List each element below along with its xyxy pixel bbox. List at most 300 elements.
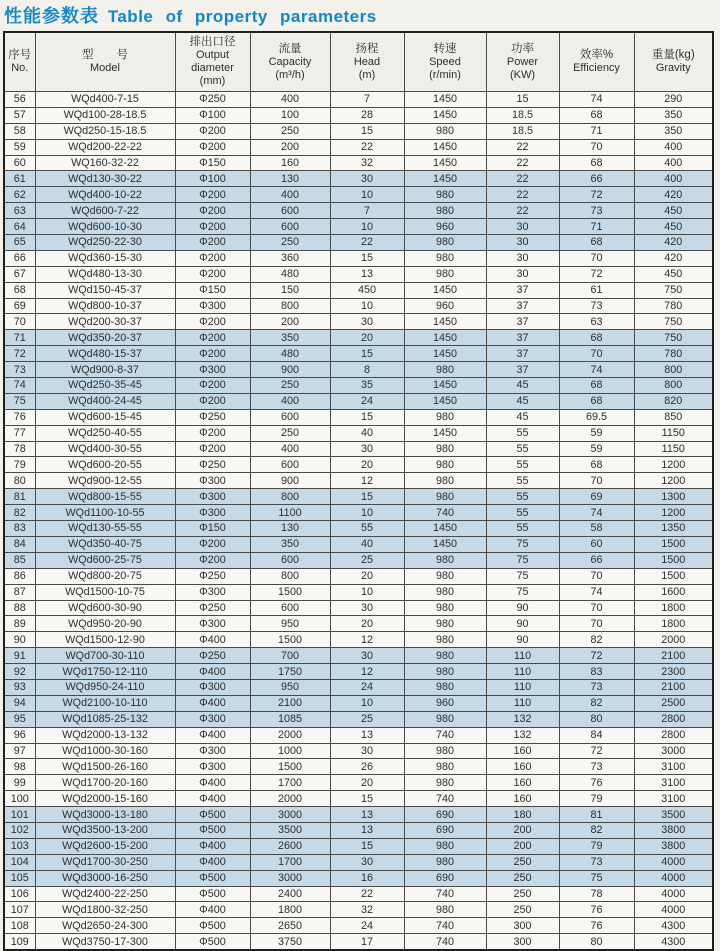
cell-diameter: Φ200 [175, 187, 250, 203]
cell-power: 45 [486, 378, 559, 394]
cell-speed: 980 [404, 568, 486, 584]
cell-model: WQd130-55-55 [35, 521, 175, 537]
column-header-en: No. [11, 62, 29, 74]
column-header-unit: (m³/h) [275, 68, 305, 81]
cell-diameter: Φ500 [175, 934, 250, 950]
cell-head: 10 [330, 219, 404, 235]
cell-gravity: 3800 [634, 838, 713, 854]
cell-diameter: Φ200 [175, 314, 250, 330]
cell-efficiency: 70 [559, 346, 634, 362]
cell-speed: 1450 [404, 282, 486, 298]
cell-model: WQd600-25-75 [35, 552, 175, 568]
cell-diameter: Φ200 [175, 139, 250, 155]
cell-no: 61 [4, 171, 35, 187]
cell-power: 30 [486, 250, 559, 266]
cell-gravity: 750 [634, 282, 713, 298]
column-header-efficiency [559, 32, 634, 92]
cell-power: 90 [486, 600, 559, 616]
table-row [4, 870, 713, 886]
cell-diameter: Φ300 [175, 473, 250, 489]
cell-gravity: 1150 [634, 441, 713, 457]
cell-efficiency: 59 [559, 441, 634, 457]
cell-model: WQd600-10-30 [35, 219, 175, 235]
table-row [4, 92, 713, 108]
cell-diameter: Φ200 [175, 552, 250, 568]
cell-efficiency: 58 [559, 521, 634, 537]
cell-model: WQd100-28-18.5 [35, 107, 175, 123]
cell-diameter: Φ200 [175, 393, 250, 409]
cell-efficiency: 82 [559, 695, 634, 711]
cell-efficiency: 82 [559, 822, 634, 838]
cell-diameter: Φ300 [175, 298, 250, 314]
cell-speed: 1450 [404, 155, 486, 171]
cell-diameter: Φ200 [175, 250, 250, 266]
column-header-diameter [175, 32, 250, 92]
cell-gravity: 4000 [634, 870, 713, 886]
cell-head: 22 [330, 139, 404, 155]
cell-power: 22 [486, 187, 559, 203]
cell-head: 24 [330, 918, 404, 934]
cell-gravity: 3100 [634, 791, 713, 807]
cell-model: WQd950-24-110 [35, 679, 175, 695]
cell-efficiency: 79 [559, 791, 634, 807]
cell-power: 30 [486, 266, 559, 282]
cell-capacity: 1750 [250, 664, 330, 680]
table-row [4, 918, 713, 934]
cell-gravity: 3100 [634, 775, 713, 791]
cell-power: 75 [486, 552, 559, 568]
cell-model: WQd600-30-90 [35, 600, 175, 616]
cell-no: 75 [4, 393, 35, 409]
cell-speed: 980 [404, 362, 486, 378]
cell-capacity: 250 [250, 378, 330, 394]
cell-model: WQd800-10-37 [35, 298, 175, 314]
cell-no: 64 [4, 219, 35, 235]
cell-diameter: Φ400 [175, 902, 250, 918]
cell-speed: 1450 [404, 521, 486, 537]
cell-speed: 960 [404, 219, 486, 235]
cell-efficiency: 76 [559, 775, 634, 791]
cell-diameter: Φ200 [175, 266, 250, 282]
cell-power: 22 [486, 139, 559, 155]
table-row [4, 505, 713, 521]
table-row [4, 362, 713, 378]
cell-head: 12 [330, 632, 404, 648]
cell-power: 160 [486, 791, 559, 807]
cell-efficiency: 74 [559, 505, 634, 521]
cell-no: 92 [4, 664, 35, 680]
cell-gravity: 350 [634, 123, 713, 139]
cell-speed: 980 [404, 648, 486, 664]
cell-gravity: 1800 [634, 600, 713, 616]
cell-capacity: 1100 [250, 505, 330, 521]
column-header-cn: 扬程 [355, 42, 379, 55]
cell-head: 17 [330, 934, 404, 950]
cell-gravity: 1350 [634, 521, 713, 537]
column-header-cn: 效率% [579, 49, 614, 61]
cell-model: WQd400-10-22 [35, 187, 175, 203]
cell-no: 77 [4, 425, 35, 441]
cell-gravity: 4000 [634, 886, 713, 902]
cell-efficiency: 68 [559, 155, 634, 171]
table-row [4, 330, 713, 346]
table-row [4, 298, 713, 314]
cell-power: 200 [486, 822, 559, 838]
cell-no: 101 [4, 807, 35, 823]
cell-model: WQd250-15-18.5 [35, 123, 175, 139]
cell-head: 8 [330, 362, 404, 378]
cell-capacity: 400 [250, 92, 330, 108]
cell-model: WQd350-20-37 [35, 330, 175, 346]
cell-gravity: 450 [634, 266, 713, 282]
cell-no: 83 [4, 521, 35, 537]
cell-speed: 980 [404, 409, 486, 425]
cell-head: 32 [330, 902, 404, 918]
cell-diameter: Φ100 [175, 107, 250, 123]
cell-diameter: Φ100 [175, 171, 250, 187]
cell-head: 13 [330, 727, 404, 743]
cell-gravity: 2800 [634, 727, 713, 743]
cell-capacity: 600 [250, 600, 330, 616]
cell-no: 69 [4, 298, 35, 314]
cell-head: 30 [330, 854, 404, 870]
column-header-cn: 重量(kg) [651, 49, 695, 61]
cell-gravity: 780 [634, 298, 713, 314]
cell-power: 45 [486, 393, 559, 409]
cell-efficiency: 75 [559, 870, 634, 886]
cell-efficiency: 80 [559, 711, 634, 727]
cell-speed: 1450 [404, 378, 486, 394]
cell-power: 55 [486, 473, 559, 489]
cell-gravity: 1500 [634, 568, 713, 584]
cell-speed: 1450 [404, 314, 486, 330]
cell-efficiency: 76 [559, 918, 634, 934]
cell-power: 55 [486, 425, 559, 441]
cell-no: 59 [4, 139, 35, 155]
cell-no: 81 [4, 489, 35, 505]
cell-no: 108 [4, 918, 35, 934]
cell-head: 32 [330, 155, 404, 171]
table-row [4, 266, 713, 282]
cell-no: 90 [4, 632, 35, 648]
property-parameters-table [3, 31, 714, 951]
cell-power: 250 [486, 870, 559, 886]
cell-efficiency: 72 [559, 743, 634, 759]
cell-no: 99 [4, 775, 35, 791]
cell-gravity: 420 [634, 235, 713, 251]
table-row [4, 648, 713, 664]
cell-no: 66 [4, 250, 35, 266]
cell-head: 10 [330, 505, 404, 521]
cell-speed: 740 [404, 918, 486, 934]
cell-power: 37 [486, 314, 559, 330]
table-row [4, 600, 713, 616]
cell-gravity: 350 [634, 107, 713, 123]
cell-head: 30 [330, 743, 404, 759]
cell-gravity: 1800 [634, 616, 713, 632]
cell-diameter: Φ400 [175, 775, 250, 791]
cell-no: 105 [4, 870, 35, 886]
cell-efficiency: 69.5 [559, 409, 634, 425]
table-row [4, 552, 713, 568]
cell-speed: 740 [404, 505, 486, 521]
cell-speed: 980 [404, 775, 486, 791]
table-row [4, 584, 713, 600]
cell-model: WQd2000-15-160 [35, 791, 175, 807]
cell-diameter: Φ200 [175, 378, 250, 394]
cell-capacity: 400 [250, 393, 330, 409]
cell-model: WQd350-40-75 [35, 536, 175, 552]
table-row [4, 616, 713, 632]
cell-efficiency: 81 [559, 807, 634, 823]
cell-efficiency: 73 [559, 759, 634, 775]
cell-diameter: Φ200 [175, 123, 250, 139]
cell-capacity: 1700 [250, 854, 330, 870]
cell-power: 55 [486, 521, 559, 537]
cell-diameter: Φ200 [175, 441, 250, 457]
cell-diameter: Φ250 [175, 457, 250, 473]
cell-head: 24 [330, 679, 404, 695]
cell-model: WQd800-20-75 [35, 568, 175, 584]
cell-capacity: 3000 [250, 870, 330, 886]
column-header-en: Model [90, 62, 120, 74]
cell-model: WQd1500-26-160 [35, 759, 175, 775]
table-row [4, 425, 713, 441]
cell-head: 40 [330, 536, 404, 552]
table-head-row [4, 32, 713, 92]
cell-diameter: Φ250 [175, 568, 250, 584]
cell-efficiency: 74 [559, 584, 634, 600]
cell-diameter: Φ150 [175, 521, 250, 537]
table-row [4, 695, 713, 711]
cell-power: 18.5 [486, 123, 559, 139]
cell-gravity: 400 [634, 155, 713, 171]
cell-gravity: 2000 [634, 632, 713, 648]
cell-capacity: 400 [250, 187, 330, 203]
cell-speed: 1450 [404, 536, 486, 552]
cell-capacity: 100 [250, 107, 330, 123]
cell-model: WQd1100-10-55 [35, 505, 175, 521]
cell-efficiency: 76 [559, 902, 634, 918]
cell-capacity: 900 [250, 473, 330, 489]
cell-speed: 1450 [404, 92, 486, 108]
cell-no: 103 [4, 838, 35, 854]
table-row [4, 902, 713, 918]
cell-power: 22 [486, 203, 559, 219]
cell-gravity: 1500 [634, 552, 713, 568]
cell-speed: 980 [404, 250, 486, 266]
table-row [4, 664, 713, 680]
table-row [4, 187, 713, 203]
cell-efficiency: 70 [559, 568, 634, 584]
cell-gravity: 420 [634, 250, 713, 266]
cell-model: WQd3000-16-250 [35, 870, 175, 886]
column-header-en: Efficiency [573, 62, 620, 74]
cell-capacity: 350 [250, 330, 330, 346]
cell-diameter: Φ300 [175, 505, 250, 521]
cell-model: WQd200-22-22 [35, 139, 175, 155]
cell-gravity: 800 [634, 378, 713, 394]
cell-model: WQd2100-10-110 [35, 695, 175, 711]
cell-gravity: 1150 [634, 425, 713, 441]
cell-head: 13 [330, 822, 404, 838]
cell-speed: 740 [404, 791, 486, 807]
cell-capacity: 2400 [250, 886, 330, 902]
column-header-en: Capacity [268, 55, 312, 68]
cell-no: 62 [4, 187, 35, 203]
cell-speed: 980 [404, 203, 486, 219]
cell-gravity: 780 [634, 346, 713, 362]
cell-head: 30 [330, 171, 404, 187]
cell-speed: 980 [404, 584, 486, 600]
table-row [4, 536, 713, 552]
table-row [4, 441, 713, 457]
cell-gravity: 1200 [634, 473, 713, 489]
cell-speed: 980 [404, 187, 486, 203]
cell-model: WQd400-7-15 [35, 92, 175, 108]
cell-diameter: Φ300 [175, 362, 250, 378]
cell-diameter: Φ200 [175, 235, 250, 251]
cell-no: 109 [4, 934, 35, 950]
cell-speed: 980 [404, 600, 486, 616]
cell-power: 160 [486, 759, 559, 775]
cell-efficiency: 69 [559, 489, 634, 505]
cell-no: 89 [4, 616, 35, 632]
cell-no: 95 [4, 711, 35, 727]
cell-head: 55 [330, 521, 404, 537]
cell-no: 104 [4, 854, 35, 870]
table-row [4, 521, 713, 537]
cell-model: WQd1750-12-110 [35, 664, 175, 680]
column-header-cn: 流量 [278, 42, 302, 55]
table-row [4, 473, 713, 489]
table-row [4, 489, 713, 505]
cell-gravity: 2300 [634, 664, 713, 680]
cell-speed: 740 [404, 886, 486, 902]
cell-capacity: 2650 [250, 918, 330, 934]
cell-diameter: Φ300 [175, 616, 250, 632]
cell-head: 40 [330, 425, 404, 441]
cell-efficiency: 68 [559, 235, 634, 251]
cell-power: 55 [486, 489, 559, 505]
cell-power: 30 [486, 219, 559, 235]
cell-capacity: 400 [250, 441, 330, 457]
cell-power: 37 [486, 282, 559, 298]
cell-model: WQd1500-12-90 [35, 632, 175, 648]
cell-model: WQd950-20-90 [35, 616, 175, 632]
cell-gravity: 1600 [634, 584, 713, 600]
cell-speed: 980 [404, 759, 486, 775]
cell-no: 85 [4, 552, 35, 568]
cell-power: 110 [486, 695, 559, 711]
column-header-capacity [250, 32, 330, 92]
cell-efficiency: 71 [559, 123, 634, 139]
cell-diameter: Φ500 [175, 822, 250, 838]
cell-power: 22 [486, 155, 559, 171]
cell-speed: 980 [404, 711, 486, 727]
cell-speed: 1450 [404, 425, 486, 441]
cell-power: 160 [486, 743, 559, 759]
cell-speed: 740 [404, 934, 486, 950]
cell-power: 90 [486, 616, 559, 632]
cell-power: 250 [486, 854, 559, 870]
page-title [0, 0, 720, 31]
cell-model: WQd360-15-30 [35, 250, 175, 266]
cell-power: 37 [486, 330, 559, 346]
cell-model: WQd600-20-55 [35, 457, 175, 473]
cell-model: WQd400-24-45 [35, 393, 175, 409]
table-row [4, 409, 713, 425]
cell-speed: 980 [404, 123, 486, 139]
cell-no: 107 [4, 902, 35, 918]
cell-model: WQd800-15-55 [35, 489, 175, 505]
cell-no: 68 [4, 282, 35, 298]
cell-power: 55 [486, 505, 559, 521]
cell-no: 58 [4, 123, 35, 139]
cell-capacity: 600 [250, 457, 330, 473]
cell-efficiency: 74 [559, 92, 634, 108]
cell-no: 82 [4, 505, 35, 521]
cell-diameter: Φ400 [175, 632, 250, 648]
cell-head: 15 [330, 346, 404, 362]
cell-speed: 1450 [404, 139, 486, 155]
cell-diameter: Φ250 [175, 600, 250, 616]
cell-gravity: 1300 [634, 489, 713, 505]
cell-gravity: 2100 [634, 679, 713, 695]
cell-power: 300 [486, 934, 559, 950]
cell-gravity: 1500 [634, 536, 713, 552]
cell-model: WQd1700-30-250 [35, 854, 175, 870]
cell-diameter: Φ200 [175, 346, 250, 362]
cell-capacity: 600 [250, 409, 330, 425]
column-header-power [486, 32, 559, 92]
cell-speed: 690 [404, 807, 486, 823]
table-row [4, 378, 713, 394]
cell-efficiency: 73 [559, 203, 634, 219]
cell-model: WQd900-8-37 [35, 362, 175, 378]
cell-diameter: Φ400 [175, 838, 250, 854]
cell-model: WQd1800-32-250 [35, 902, 175, 918]
cell-gravity: 800 [634, 362, 713, 378]
table-row [4, 282, 713, 298]
cell-power: 300 [486, 918, 559, 934]
cell-capacity: 480 [250, 346, 330, 362]
cell-no: 74 [4, 378, 35, 394]
table-row [4, 838, 713, 854]
cell-diameter: Φ250 [175, 409, 250, 425]
cell-no: 79 [4, 457, 35, 473]
column-header-cn: 序号 [8, 49, 32, 61]
cell-capacity: 3750 [250, 934, 330, 950]
table-row [4, 314, 713, 330]
cell-gravity: 450 [634, 203, 713, 219]
table-row [4, 346, 713, 362]
cell-gravity: 3500 [634, 807, 713, 823]
cell-efficiency: 66 [559, 552, 634, 568]
cell-no: 63 [4, 203, 35, 219]
column-header-head [330, 32, 404, 92]
cell-power: 18.5 [486, 107, 559, 123]
cell-speed: 980 [404, 664, 486, 680]
cell-model: WQd480-13-30 [35, 266, 175, 282]
cell-no: 80 [4, 473, 35, 489]
cell-power: 110 [486, 648, 559, 664]
cell-power: 110 [486, 679, 559, 695]
cell-no: 86 [4, 568, 35, 584]
cell-efficiency: 68 [559, 330, 634, 346]
cell-diameter: Φ400 [175, 695, 250, 711]
cell-no: 73 [4, 362, 35, 378]
